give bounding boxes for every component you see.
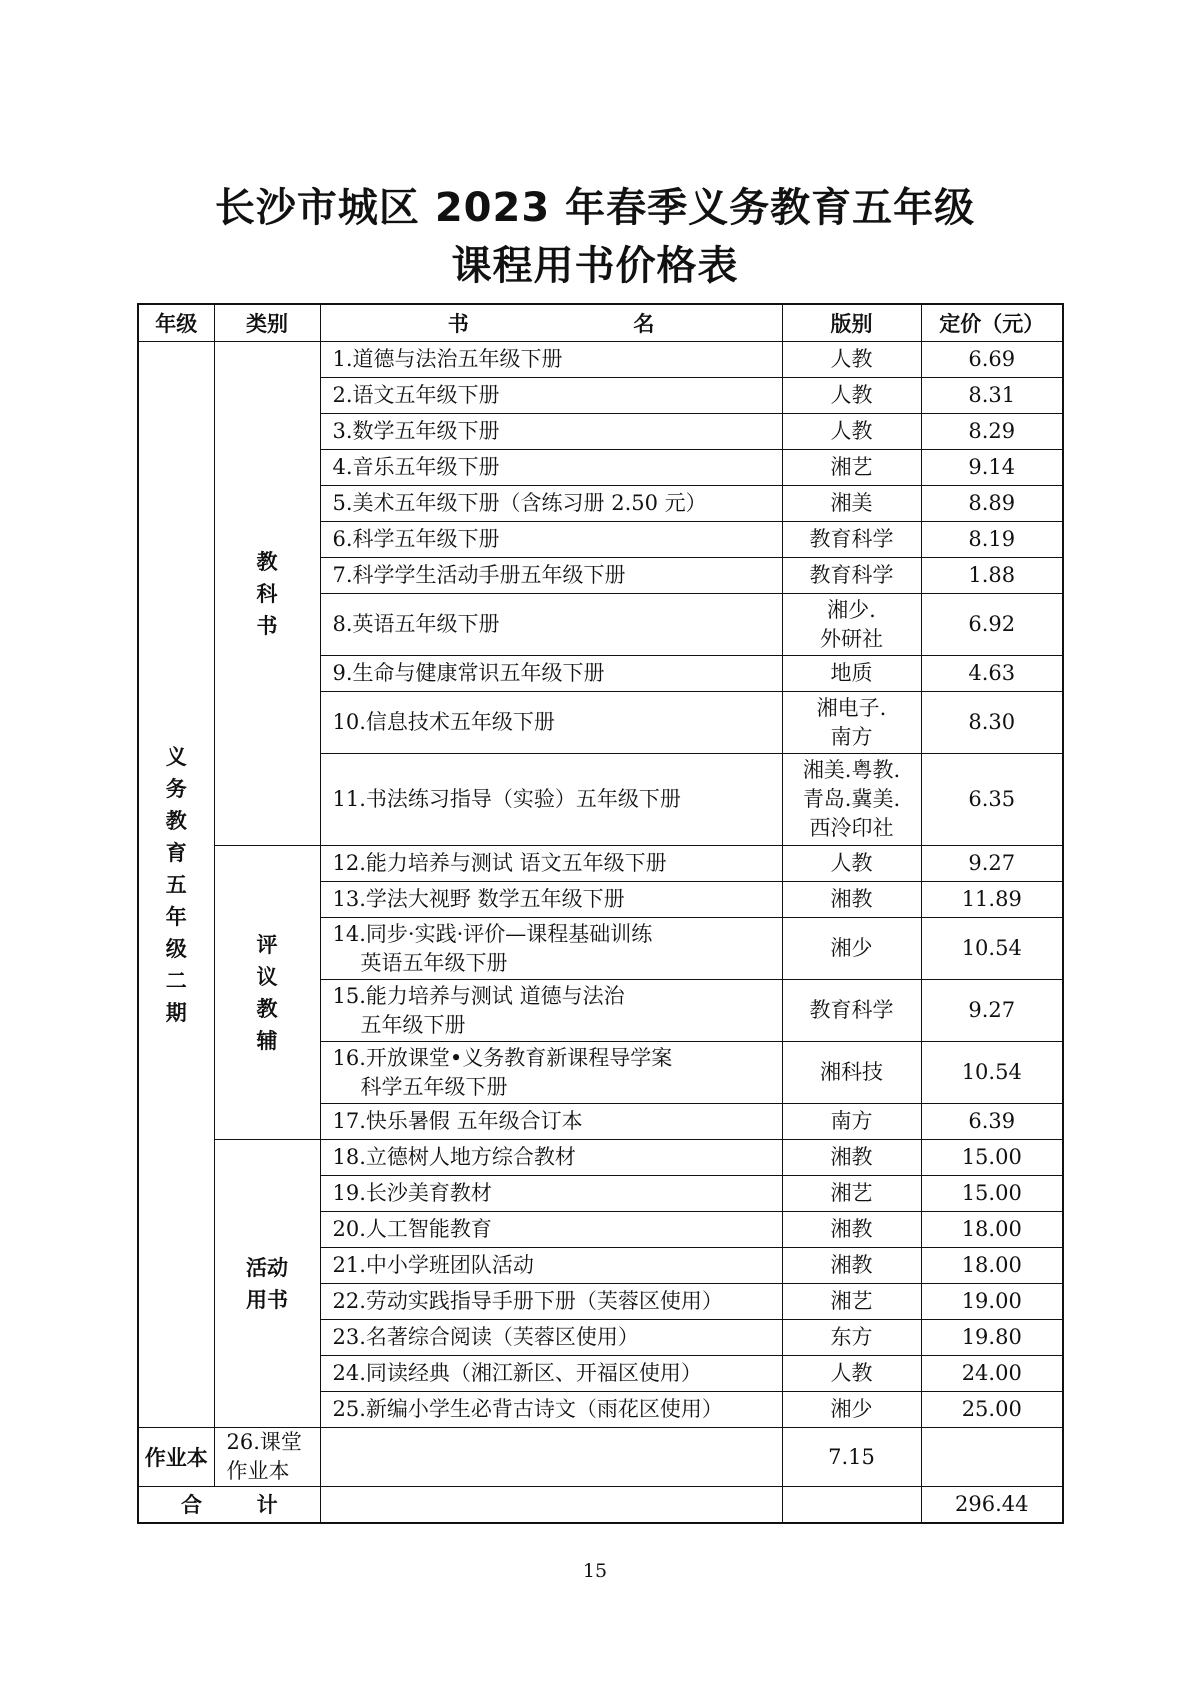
edition-line: 青岛.冀美. <box>802 787 901 811</box>
edition-line: 湘美.粤教. <box>802 758 901 782</box>
book-edition: 湘少 <box>782 918 921 980</box>
edition-line: 西泠印社 <box>809 816 894 840</box>
total-row <box>138 1487 1063 1523</box>
book-price: 8.29 <box>921 414 1063 450</box>
category-char: 议 <box>256 963 278 989</box>
book-price: 11.89 <box>921 882 1063 918</box>
header-book-name <box>320 304 782 342</box>
book-price: 19.00 <box>921 1284 1063 1320</box>
book-name: 1.道德与法治五年级下册 <box>320 342 782 378</box>
price-table <box>137 303 1064 1524</box>
book-edition: 人教 <box>782 846 921 882</box>
book-price: 6.35 <box>921 754 1063 846</box>
header-book-name-char-1: 书 <box>447 310 469 336</box>
book-edition: 教育科学 <box>782 558 921 594</box>
book-name-line: 科学五年级下册 <box>360 1074 508 1099</box>
category-homework: 作业本 <box>138 1428 214 1487</box>
total-name-empty <box>320 1487 782 1523</box>
book-edition <box>320 1428 782 1487</box>
book-edition <box>782 594 921 656</box>
category-char: 活动 <box>246 1254 288 1280</box>
book-price: 4.63 <box>921 656 1063 692</box>
book-price: 15.00 <box>921 1140 1063 1176</box>
book-edition: 东方 <box>782 1320 921 1356</box>
book-price: 10.54 <box>921 1042 1063 1104</box>
book-name: 18.立德树人地方综合教材 <box>320 1140 782 1176</box>
book-price: 9.14 <box>921 450 1063 486</box>
book-price: 10.54 <box>921 918 1063 980</box>
category-textbook <box>214 342 320 846</box>
book-edition: 湘少 <box>782 1392 921 1428</box>
book-name: 10.信息技术五年级下册 <box>320 692 782 754</box>
book-edition: 湘艺 <box>782 450 921 486</box>
book-edition: 湘科技 <box>782 1042 921 1104</box>
total-label <box>138 1487 320 1523</box>
book-name: 11.书法练习指导（实验）五年级下册 <box>320 754 782 846</box>
header-edition: 版别 <box>782 304 921 342</box>
category-char: 教 <box>256 548 278 574</box>
grade-char: 级 <box>165 935 187 961</box>
book-name-line: 英语五年级下册 <box>360 950 508 975</box>
book-price: 8.89 <box>921 486 1063 522</box>
page-title-line-1: 长沙市城区 2023 年春季义务教育五年级 <box>214 185 976 231</box>
category-char: 评 <box>256 931 278 957</box>
header-book-name-char-2: 名 <box>633 310 655 336</box>
book-name: 12.能力培养与测试 语文五年级下册 <box>320 846 782 882</box>
book-name: 5.美术五年级下册（含练习册 2.50 元） <box>320 486 782 522</box>
book-name: 19.长沙美育教材 <box>320 1176 782 1212</box>
book-price: 19.80 <box>921 1320 1063 1356</box>
book-name <box>320 1042 782 1104</box>
book-name: 24.同读经典（湘江新区、开福区使用） <box>320 1356 782 1392</box>
book-edition: 人教 <box>782 342 921 378</box>
book-name <box>320 918 782 980</box>
book-price: 15.00 <box>921 1176 1063 1212</box>
book-name: 4.音乐五年级下册 <box>320 450 782 486</box>
book-name: 23.名著综合阅读（芙蓉区使用） <box>320 1320 782 1356</box>
book-price: 18.00 <box>921 1248 1063 1284</box>
book-price: 9.27 <box>921 980 1063 1042</box>
book-price: 24.00 <box>921 1356 1063 1392</box>
book-name: 3.数学五年级下册 <box>320 414 782 450</box>
header-grade: 年级 <box>138 304 214 342</box>
table-row <box>138 1428 1063 1487</box>
book-edition <box>782 692 921 754</box>
book-price: 6.69 <box>921 342 1063 378</box>
book-name: 22.劳动实践指导手册下册（芙蓉区使用） <box>320 1284 782 1320</box>
book-edition: 教育科学 <box>782 980 921 1042</box>
book-name: 13.学法大视野 数学五年级下册 <box>320 882 782 918</box>
grade-char: 五 <box>165 871 187 897</box>
book-name: 21.中小学班团队活动 <box>320 1248 782 1284</box>
grade-char: 育 <box>165 839 187 865</box>
grade-cell <box>138 342 214 1428</box>
book-edition: 湘艺 <box>782 1176 921 1212</box>
category-char: 教 <box>256 995 278 1021</box>
table-row <box>138 846 1063 882</box>
book-edition: 南方 <box>782 1104 921 1140</box>
category-supplementary <box>214 846 320 1140</box>
table-header-row <box>138 304 1063 342</box>
book-edition: 湘教 <box>782 1248 921 1284</box>
book-name <box>320 980 782 1042</box>
grade-char: 教 <box>165 807 187 833</box>
book-name: 7.科学学生活动手册五年级下册 <box>320 558 782 594</box>
book-name: 26.课堂作业本 <box>214 1428 320 1487</box>
book-edition <box>782 754 921 846</box>
book-name: 6.科学五年级下册 <box>320 522 782 558</box>
book-name: 25.新编小学生必背古诗文（雨花区使用） <box>320 1392 782 1428</box>
grade-char: 务 <box>165 775 187 801</box>
book-edition: 湘教 <box>782 1140 921 1176</box>
edition-line: 外研社 <box>820 626 883 651</box>
book-price: 8.19 <box>921 522 1063 558</box>
book-price: 8.30 <box>921 692 1063 754</box>
book-name: 2.语文五年级下册 <box>320 378 782 414</box>
book-price: 1.88 <box>921 558 1063 594</box>
book-name-line: 16.开放课堂•义务教育新课程导学案 <box>332 1045 673 1070</box>
book-edition: 湘美 <box>782 486 921 522</box>
book-price: 6.39 <box>921 1104 1063 1140</box>
book-edition: 湘艺 <box>782 1284 921 1320</box>
grade-char: 年 <box>165 903 187 929</box>
book-name-line: 14.同步·实践·评价—课程基础训练 <box>332 921 653 946</box>
category-char: 辅 <box>256 1027 278 1053</box>
header-price: 定价（元） <box>921 304 1063 342</box>
book-edition: 湘教 <box>782 882 921 918</box>
book-name: 9.生命与健康常识五年级下册 <box>320 656 782 692</box>
book-name-line: 15.能力培养与测试 道德与法治 <box>332 983 625 1008</box>
category-char: 科 <box>256 580 278 606</box>
book-name: 8.英语五年级下册 <box>320 594 782 656</box>
book-edition: 人教 <box>782 378 921 414</box>
grade-char: 期 <box>165 999 187 1025</box>
header-category: 类别 <box>214 304 320 342</box>
edition-line: 湘少. <box>827 597 876 622</box>
book-price: 18.00 <box>921 1212 1063 1248</box>
total-label-char-2: 计 <box>256 1491 278 1517</box>
category-char: 书 <box>256 612 278 638</box>
category-activity <box>214 1140 320 1428</box>
book-edition: 湘教 <box>782 1212 921 1248</box>
book-price: 7.15 <box>782 1428 921 1487</box>
table-row <box>138 342 1063 378</box>
book-name-line: 五年级下册 <box>360 1012 466 1037</box>
book-price: 8.31 <box>921 378 1063 414</box>
total-edition-empty <box>782 1487 921 1523</box>
book-name: 17.快乐暑假 五年级合订本 <box>320 1104 782 1140</box>
grade-char: 二 <box>165 967 187 993</box>
total-price: 296.44 <box>921 1487 1063 1523</box>
book-price: 6.92 <box>921 594 1063 656</box>
book-price: 9.27 <box>921 846 1063 882</box>
page-title-line-2: 课程用书价格表 <box>451 243 739 289</box>
page-number: 15 <box>582 1560 608 1582</box>
edition-line: 南方 <box>830 724 873 749</box>
edition-line: 湘电子. <box>816 695 887 720</box>
total-label-char-1: 合 <box>180 1491 202 1517</box>
book-edition: 人教 <box>782 1356 921 1392</box>
book-name: 20.人工智能教育 <box>320 1212 782 1248</box>
book-price: 25.00 <box>921 1392 1063 1428</box>
book-edition: 地质 <box>782 656 921 692</box>
table-row <box>138 1140 1063 1176</box>
book-edition: 人教 <box>782 414 921 450</box>
book-edition: 教育科学 <box>782 522 921 558</box>
grade-char: 义 <box>165 743 187 769</box>
category-char: 用书 <box>246 1286 288 1312</box>
